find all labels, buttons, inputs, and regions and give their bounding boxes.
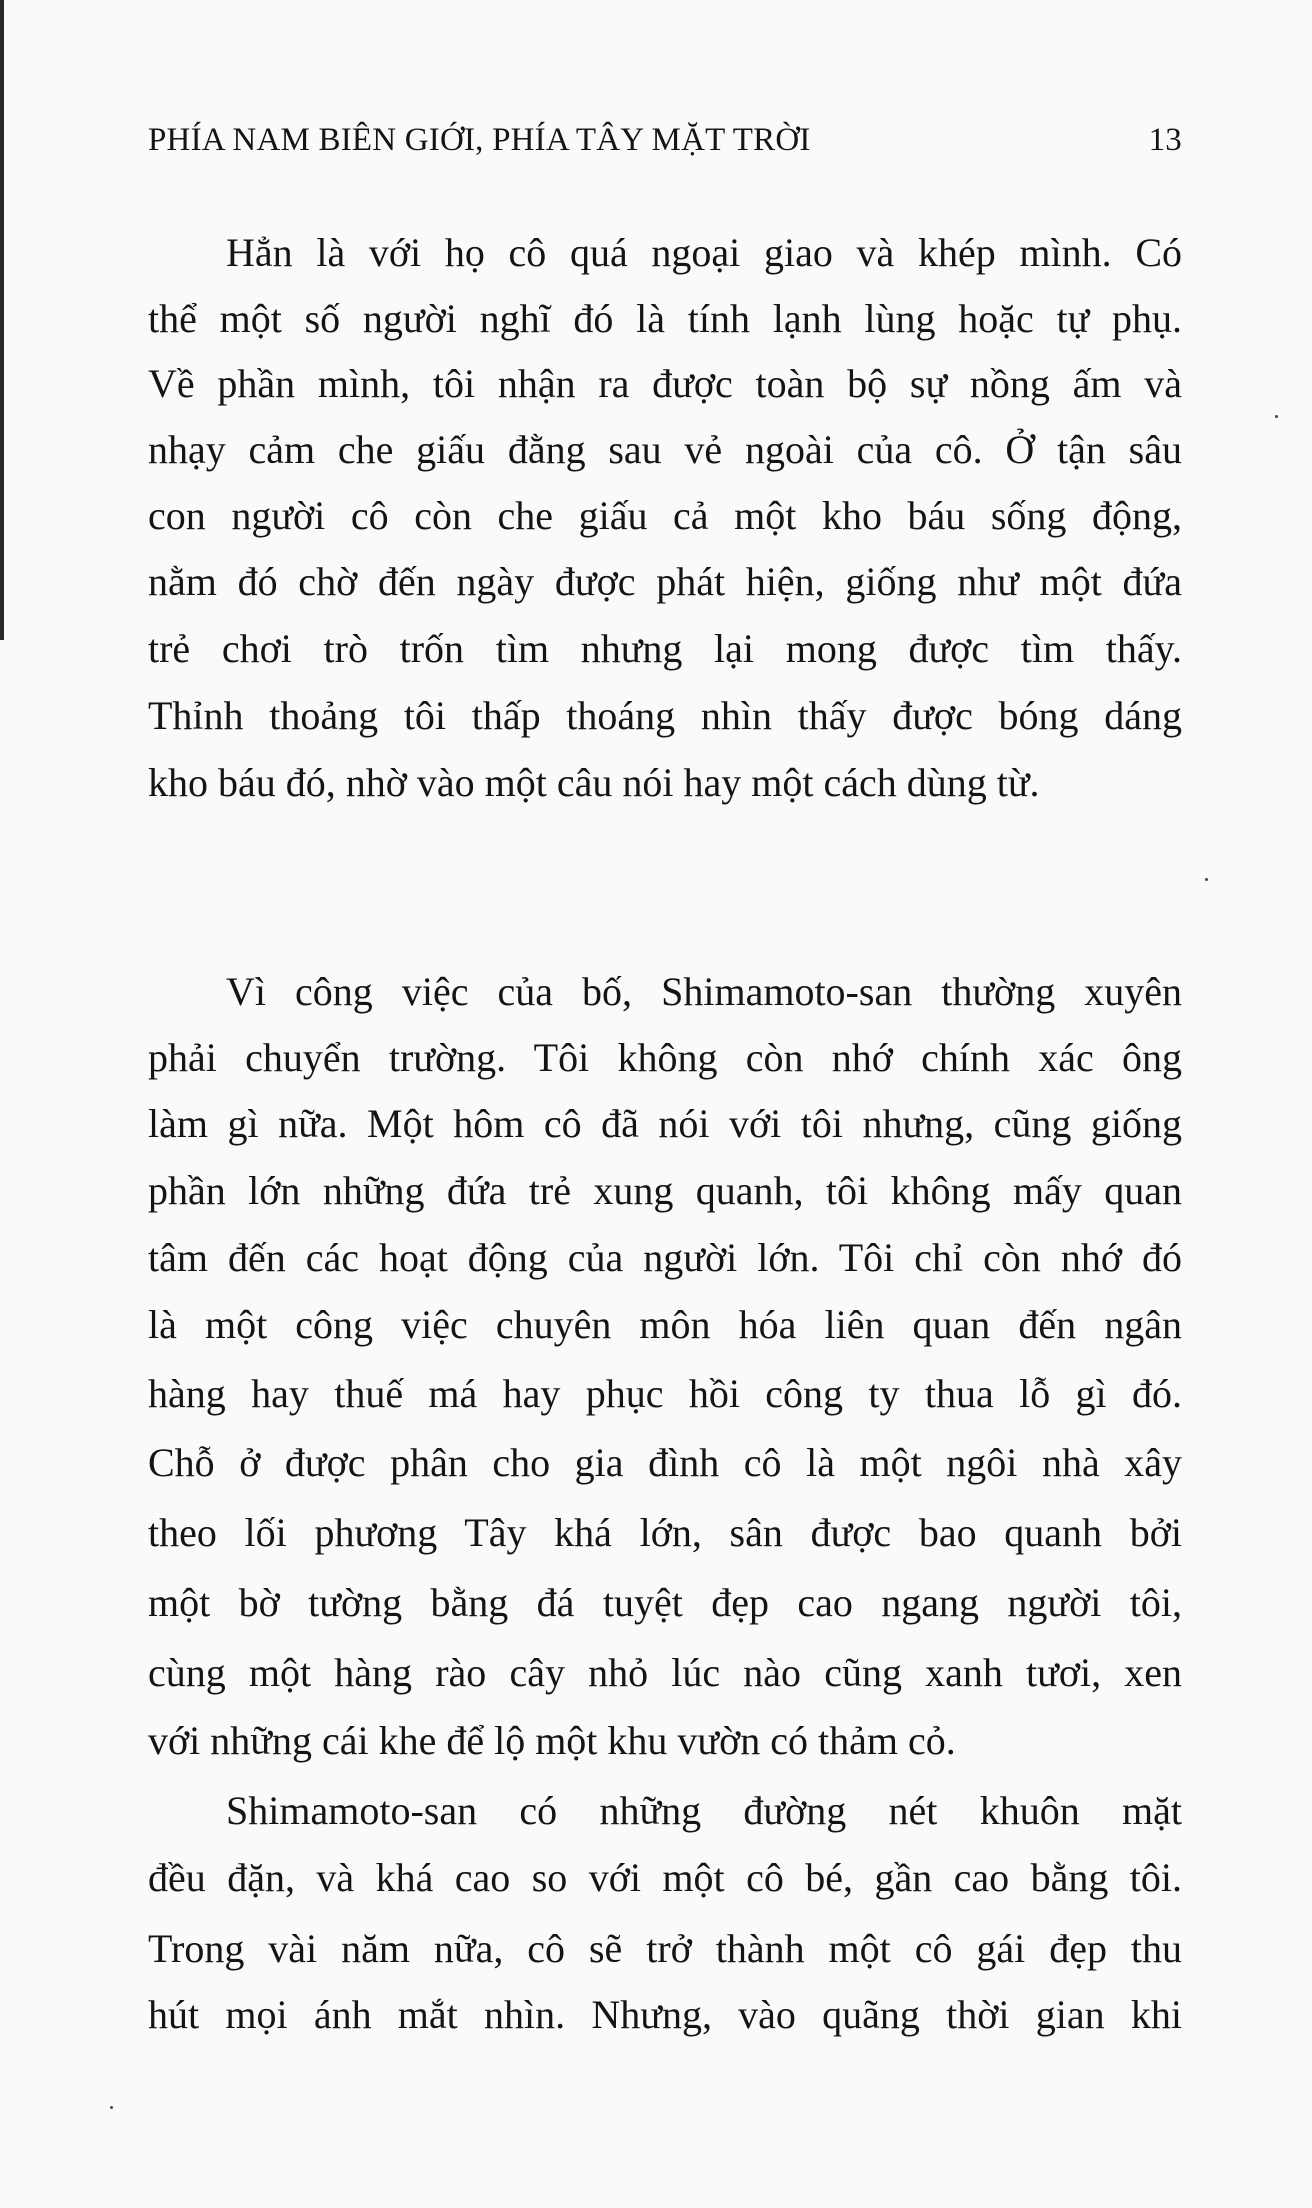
- text-line: Shimamoto-san có những đường nét khuôn mặt: [226, 1788, 1182, 1833]
- page-edge-shadow: [0, 0, 4, 640]
- text-line: hút mọi ánh mắt nhìn. Nhưng, vào quãng thời gian khi: [148, 1992, 1182, 2037]
- text-line: thể một số người nghĩ đó là tính lạnh lùng hoặc tự phụ.: [148, 296, 1182, 341]
- text-line: làm gì nữa. Một hôm cô đã nói với tôi nhưng, cũng giống: [148, 1101, 1182, 1146]
- text-line: phần lớn những đứa trẻ xung quanh, tôi không mấy quan: [148, 1168, 1182, 1213]
- text-line: Vì công việc của bố, Shimamoto-san thường xuyên: [226, 969, 1182, 1014]
- page-number: 13: [1148, 122, 1182, 158]
- print-speck: [1275, 415, 1278, 418]
- text-line: trẻ chơi trò trốn tìm nhưng lại mong được tìm thấy.: [148, 626, 1182, 671]
- text-line: Trong vài năm nữa, cô sẽ trở thành một cô gái đẹp thu: [148, 1926, 1182, 1971]
- text-line: đều đặn, và khá cao so với một cô bé, gần cao bằng tôi.: [148, 1855, 1182, 1900]
- text-line: Chỗ ở được phân cho gia đình cô là một ngôi nhà xây: [148, 1440, 1182, 1485]
- print-speck: [110, 2106, 113, 2109]
- text-line: Thỉnh thoảng tôi thấp thoáng nhìn thấy được bóng dáng: [148, 693, 1182, 738]
- text-line: nằm đó chờ đến ngày được phát hiện, giống như một đứa: [148, 559, 1182, 604]
- print-speck: [1205, 878, 1208, 881]
- running-header: [148, 122, 1182, 159]
- text-line: hàng hay thuế má hay phục hồi công ty thua lỗ gì đó.: [148, 1371, 1182, 1416]
- text-line: phải chuyển trường. Tôi không còn nhớ chính xác ông: [148, 1035, 1182, 1080]
- text-line: là một công việc chuyên môn hóa liên quan đến ngân: [148, 1302, 1182, 1347]
- book-title: PHÍA NAM BIÊN GIỚI, PHÍA TÂY MẶT TRỜI: [148, 122, 811, 158]
- text-line: con người cô còn che giấu cả một kho báu sống động,: [148, 493, 1182, 538]
- text-line: với những cái khe để lộ một khu vườn có thảm cỏ.: [148, 1718, 956, 1763]
- text-line: theo lối phương Tây khá lớn, sân được bao quanh bởi: [148, 1510, 1182, 1555]
- text-line: Về phần mình, tôi nhận ra được toàn bộ sự nồng ấm và: [148, 361, 1182, 406]
- text-line: nhạy cảm che giấu đằng sau vẻ ngoài của cô. Ở tận sâu: [148, 427, 1182, 472]
- text-line: Hẳn là với họ cô quá ngoại giao và khép mình. Có: [226, 230, 1182, 275]
- text-line: kho báu đó, nhờ vào một câu nói hay một cách dùng từ.: [148, 760, 1040, 805]
- text-line: cùng một hàng rào cây nhỏ lúc nào cũng xanh tươi, xen: [148, 1650, 1182, 1695]
- text-line: một bờ tường bằng đá tuyệt đẹp cao ngang người tôi,: [148, 1580, 1182, 1625]
- text-line: tâm đến các hoạt động của người lớn. Tôi chỉ còn nhớ đó: [148, 1235, 1182, 1280]
